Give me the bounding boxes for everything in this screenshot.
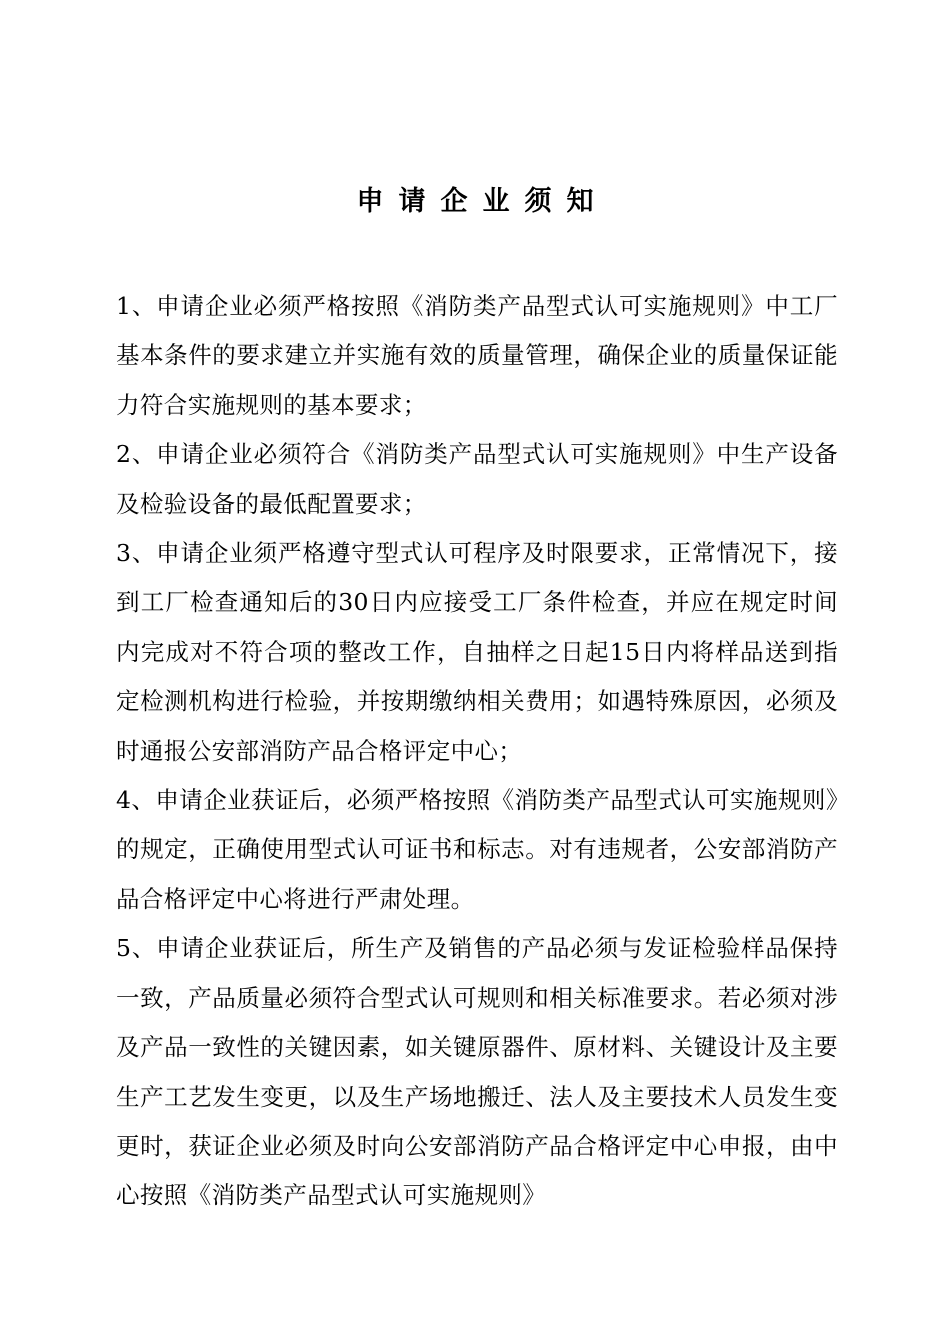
paragraph-3: 3、申请企业须严格遵守型式认可程序及时限要求，正常情况下，接到工厂检查通知后的30日内应接受工厂条件检查，并应在规定时间内完成对不符合项的整改工作，自抽样之日起15日内将样品送到指定检测机构进行检验，并按期缴纳相关费用；如遇特殊原因，必须及时通报公安部消防产品合格评定中心； <box>116 539 838 765</box>
paragraph-2: 2、申请企业必须符合《消防类产品型式认可实施规则》中生产设备及检验设备的最低配置要求； <box>116 440 838 518</box>
page-title: 申请企业须知 <box>356 186 609 217</box>
paragraph-5: 5、申请企业获证后，所生产及销售的产品必须与发证检验样品保持一致，产品质量必须符合型式认可规则和相关标准要求。若必须对涉及产品一致性的关键因素，如关键原器件、原材料、关键设计及主要生产工艺发生变更，以及生产场地搬迁、法人及主要技术人员发生变更时，获证企业必须及时向公安部消防产品合格评定中心申报，由中心按照《消防类产品型式认可实施规则》 <box>116 934 838 1210</box>
paragraph-1: 1、申请企业必须严格按照《消防类产品型式认可实施规则》中工厂基本条件的要求建立并实施有效的质量管理，确保企业的质量保证能力符合实施规则的基本要求； <box>116 292 838 419</box>
paragraph-4: 4、申请企业获证后，必须严格按照《消防类产品型式认可实施规则》的规定，正确使用型式认可证书和标志。对有违规者，公安部消防产品合格评定中心将进行严肃处理。 <box>116 786 838 913</box>
document-body <box>116 282 838 1221</box>
